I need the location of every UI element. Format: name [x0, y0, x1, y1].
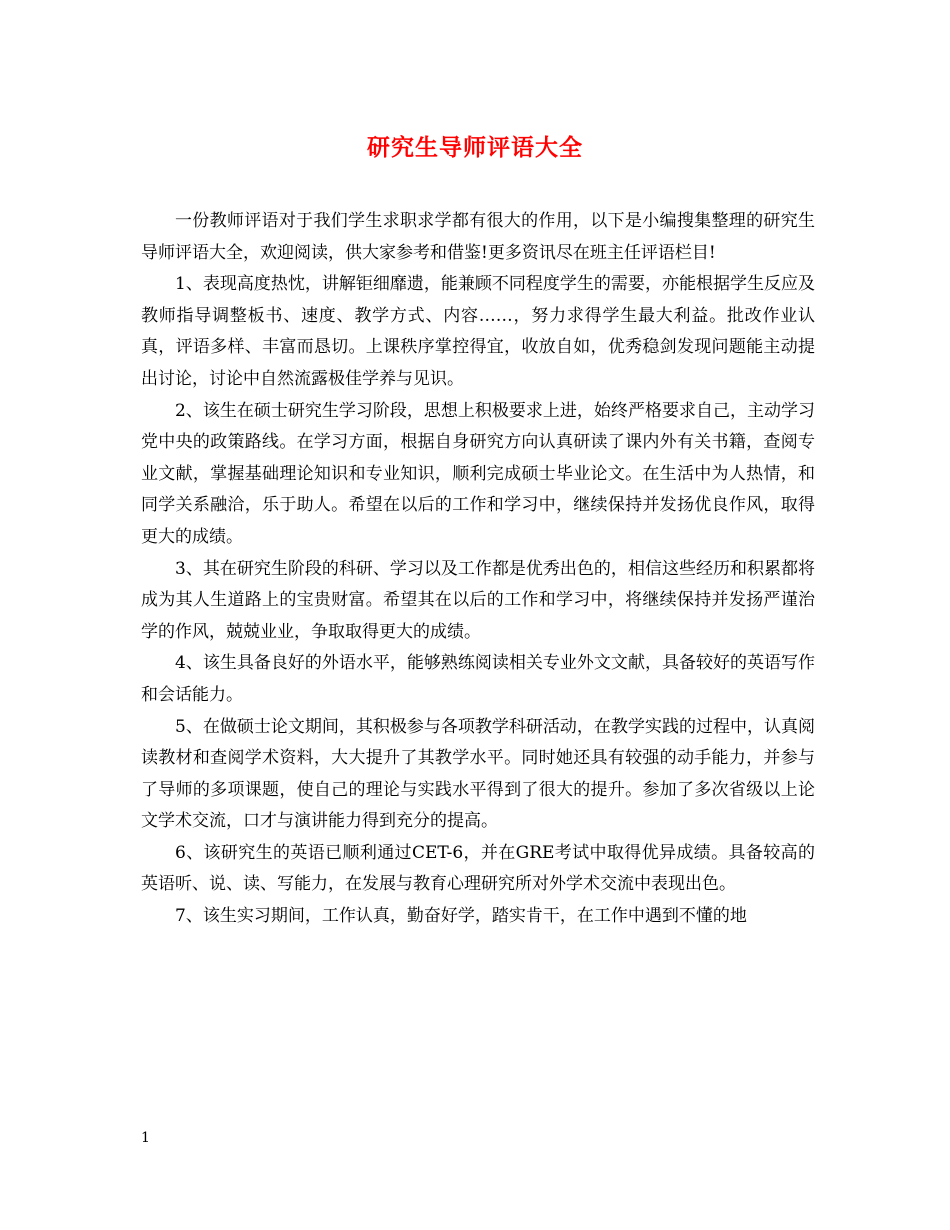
comment-paragraph-2: 2、该生在硕士研究生学习阶段，思想上积极要求上进，始终严格要求自己，主动学习党中央的政策路线。在学习方面，根据自身研究方向认真研读了课内外有关书籍，查阅专业文献，掌握基础理论知识和专业知识，顺利完成硕士毕业论文。在生活中为人热情，和同学关系融洽，乐于助人。希望在以后的工作和学习中，继续保持并发扬优良作风，取得更大的成绩。	[141, 400, 815, 547]
comment-paragraph-5: 5、在做硕士论文期间，其积极参与各项教学科研活动，在教学实践的过程中，认真阅读教材和查阅学术资料，大大提升了其教学水平。同时她还具有较强的动手能力，并参与了导师的多项课题，使自己的理论与实践水平得到了很大的提升。参加了多次省级以上论文学术交流，口才与演讲能力得到充分的提高。	[141, 716, 815, 832]
comment-paragraph-1: 1、表现高度热忱，讲解钜细靡遗，能兼顾不同程度学生的需要，亦能根据学生反应及教师指导调整板书、速度、教学方式、内容……，努力求得学生最大利益。批改作业认真，评语多样、丰富而恳切。上课秩序掌控得宜，收放自如，优秀稳剑发现问题能主动提出讨论，讨论中自然流露极佳学养与见识。	[141, 274, 815, 389]
comment-paragraph-7: 7、该生实习期间，工作认真，勤奋好学，踏实肯干，在工作中遇到不懂的地	[175, 906, 747, 927]
document-title: 研究生导师评语大全	[367, 134, 583, 161]
intro-paragraph: 一份教师评语对于我们学生求职求学都有很大的作用，以下是小编搜集整理的研究生导师评语大全，欢迎阅读，供大家参考和借鉴!更多资讯尽在班主任评语栏目!	[141, 211, 815, 263]
comment-paragraph-4: 4、该生具备良好的外语水平，能够熟练阅读相关专业外文文献，具备较好的英语写作和会话能力。	[141, 653, 815, 705]
document-body	[141, 206, 815, 933]
comment-paragraph-6: 6、该研究生的英语已顺利通过CET-6，并在GRE考试中取得优异成绩。具备较高的英语听、说、读、写能力，在发展与教育心理研究所对外学术交流中表现出色。	[141, 842, 815, 895]
comment-paragraph-3: 3、其在研究生阶段的科研、学习以及工作都是优秀出色的，相信这些经历和积累都将成为其人生道路上的宝贵财富。希望其在以后的工作和学习中，将继续保持并发扬严谨治学的作风，兢兢业业，争取取得更大的成绩。	[141, 558, 815, 642]
page-number: 1	[141, 1130, 150, 1146]
